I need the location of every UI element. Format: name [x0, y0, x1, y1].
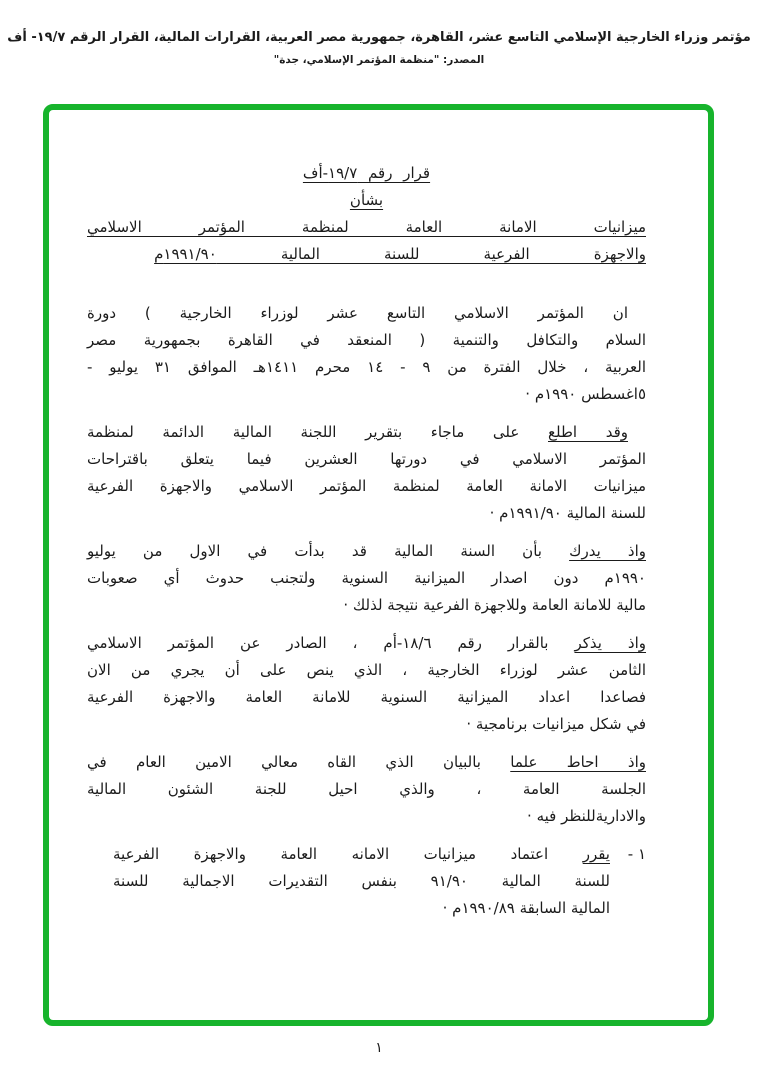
text-segment: في شكل ميزانيات برنامجية · [466, 715, 646, 733]
text-segment: ان المؤتمر الاسلامي التاسع عشر لوزراء الخارجية ) دورة [87, 304, 628, 322]
preamble-paragraph [87, 630, 646, 738]
body-line [87, 565, 646, 592]
body-line [87, 776, 646, 803]
body-line [87, 630, 646, 657]
underlined-phrase: واذ يدرك [569, 542, 646, 560]
title-line: ميزانيات الامانة العامة لمنظمة المؤتمر الاسلامي [87, 218, 646, 236]
preamble-paragraph [87, 538, 646, 619]
text-segment: العربية ، خلال الفترة من ٩ - ١٤ محرم ١٤١١هـ الموافق ٣١ يوليو - [87, 358, 646, 376]
body-line [87, 684, 646, 711]
body-line [87, 354, 646, 381]
underlined-phrase: وقد اطلع [548, 423, 628, 441]
body-line [113, 868, 610, 895]
header-line-1: مؤتمر وزراء الخارجية الإسلامي التاسع عشر، القاهرة، جمهورية مصر العربية، القرارات المالية، القرار الرقم ١٩/٧- أف [7, 30, 751, 45]
body-line [87, 473, 646, 500]
text-segment: السلام والتكافل والتنمية ( المنعقد في القاهرة بجمهورية مصر [87, 331, 646, 349]
text-segment: بالقرار رقم ١٨/٦-أم ، الصادر عن المؤتمر الاسلامي [87, 634, 575, 652]
text-segment: والاداريةللنظر فيه · [527, 807, 646, 825]
text-segment: ١٩٩٠م دون اصدار الميزانية السنوية ولتجنب حدوث أي صعوبات [87, 569, 646, 587]
preamble-paragraph [87, 300, 646, 408]
underlined-phrase: واذ يذكر [574, 634, 647, 652]
underlined-phrase: واذ احاط علما [510, 753, 646, 771]
body-line [87, 446, 646, 473]
text-segment: فصاعدا اعداد الميزانية السنوية للامانة العامة والاجهزة الفرعية [87, 688, 646, 706]
title-line: بشأن [349, 191, 384, 209]
page-number: ١ [375, 1040, 383, 1056]
title-line: قرار رقم ١٩/٧-أف [302, 164, 431, 182]
text-segment: الجلسة العامة ، والذي احيل للجنة الشئون المالية [87, 780, 646, 798]
green-border-frame [43, 104, 714, 1026]
clause-body [87, 841, 610, 922]
header-line-2: المصدر: "منظمة المؤتمر الإسلامي، جدة" [273, 54, 485, 66]
body-line [113, 841, 610, 868]
resolution-title [87, 160, 646, 268]
text-segment: مالية للامانة العامة وللاجهزة الفرعية نتيجة لذلك · [343, 596, 646, 614]
preamble-paragraph [87, 749, 646, 830]
text-segment: ميزانيات الامانة العامة لمنظمة المؤتمر الاسلامي والاجهزة الفرعية [87, 477, 646, 495]
numbered-clause [87, 841, 646, 922]
text-segment: ٥اغسطس ١٩٩٠م · [525, 385, 646, 403]
text-segment: الثامن عشر لوزراء الخارجية ، الذي ينص على أن يجري من الان [87, 661, 646, 679]
body-line [113, 895, 610, 922]
body-line [87, 500, 646, 527]
resolution-body [87, 300, 646, 922]
text-segment: بالبيان الذي القاه معالي الامين العام في [87, 753, 511, 771]
document-header [0, 28, 758, 68]
underlined-phrase: يقرر [582, 845, 610, 863]
text-segment: للسنة المالية ٩١/٩٠ بنفس التقديرات الاجمالية للسنة [113, 872, 610, 890]
preamble-paragraph [87, 419, 646, 527]
body-line [87, 711, 646, 738]
body-line [87, 592, 646, 619]
text-segment: على ماجاء بتقرير اللجنة المالية الدائمة لمنظمة [87, 423, 548, 441]
body-line [87, 749, 646, 776]
body-line [87, 538, 646, 565]
title-line: والاجهزة الفرعية للسنة المالية ١٩٩١/٩٠م [154, 245, 646, 263]
text-segment: اعتماد ميزانيات الامانه العامة والاجهزة الفرعية [113, 845, 583, 863]
text-segment: بأن السنة المالية قد بدأت في الاول من يوليو [87, 542, 570, 560]
text-segment: المالية السابقة ١٩٩٠/٨٩م · [442, 899, 610, 917]
body-line [87, 419, 646, 446]
body-line [87, 657, 646, 684]
text-segment: المؤتمر الاسلامي في دورتها العشرين فيما يتعلق باقتراحات [87, 450, 646, 468]
body-line [87, 300, 646, 327]
document-content [87, 160, 646, 933]
text-segment: للسنة المالية ١٩٩١/٩٠م · [489, 504, 646, 522]
body-line [87, 803, 646, 830]
clause-number: ١ - [627, 845, 646, 863]
body-line [87, 381, 646, 408]
body-line [87, 327, 646, 354]
